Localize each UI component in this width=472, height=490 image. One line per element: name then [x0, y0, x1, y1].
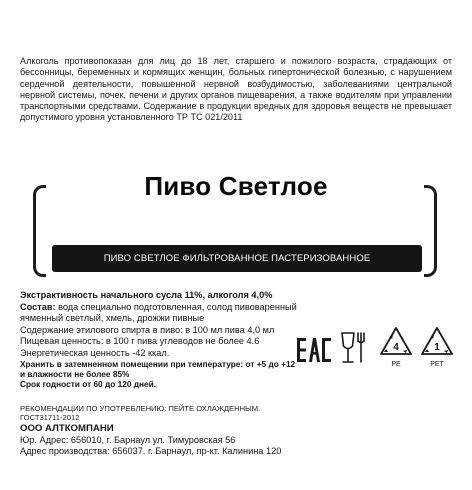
recycle-pet-icon	[419, 325, 455, 371]
storage-line: Хранить в затемненном помещении при температуре: от +5 до +12 и влажности не более 85%	[20, 359, 296, 380]
ingredients-line	[20, 302, 298, 325]
product-title: Пиво Светлое	[144, 171, 328, 201]
extract-line: Экстрактивность начального сусла 11%, алкоголя 4,0%	[20, 290, 273, 300]
shelf-life-line: Срок годности от 60 до 120 дней.	[20, 379, 157, 390]
eac-mark-icon	[296, 335, 332, 365]
energy-line: Энергетическая ценность -42 ккал.	[20, 347, 170, 358]
usage-recommendation: РЕКОМЕНДАЦИИ ПО УПОТРЕБЛЕНИЮ: ПЕЙТЕ ОХЛАЖДЕННЫМ.	[20, 404, 261, 413]
ingredients-label: Состав:	[20, 301, 56, 312]
food-contact-icon	[338, 330, 368, 366]
certification-icons	[296, 325, 458, 381]
legal-address: Юр. Адрес: 656010, г. Барнаул ул. Тимуровская 56	[20, 434, 236, 445]
nutrition-line: Пищевая ценность: в 100 г пива углеводов не более 4.6	[20, 336, 260, 346]
product-subtitle-bar	[52, 245, 422, 272]
gost-code: ГОСТ31711-2012	[20, 413, 80, 423]
health-warning-text: Алкоголь противопоказан для лиц до 18 лет, старшего и пожилого возраста, страдающих от бессонницы, беременных и кормящих женщин, больных гипертонической болезнью, с нарушением сердечной деятельности, повышенной нервной возбудимостью, заболеваниями центральной нервной системы, почек, печени и других органов пищеварения, а также водителям при управлении транспортными средствами. Содержание в продукции вредных для здоровья веществ не превышает допустимого уровня установленного ТР ТС 021/2011	[20, 56, 452, 123]
recycle-pet-number: 1	[434, 342, 440, 353]
composition-block	[20, 290, 298, 390]
recycle-pe-number: 4	[393, 342, 399, 353]
company-name: ООО АЛТКОМПАНИ	[20, 423, 114, 434]
production-address: Адрес производства: 656037. г. Барнаул, пр-кт. Калинина 120	[20, 446, 282, 456]
ethanol-line: Содержание этилового спирта в пиво: в 100 мл пива 4,0 мл	[20, 324, 275, 335]
ingredients-text: вода специально подготовленная, солод пивоваренный ячменный светлый, хмель, дрожжи пивные	[20, 301, 297, 323]
recycle-pet-label: PET	[430, 361, 444, 368]
company-block	[20, 423, 460, 458]
product-subtitle: ПИВО СВЕТЛОЕ ФИЛЬТРОВАННОЕ ПАСТЕРИЗОВАННОЕ	[103, 253, 371, 264]
recommendations-block	[20, 404, 460, 423]
recycle-pe-label: PE	[391, 361, 401, 368]
recycle-pe-icon	[378, 325, 414, 371]
